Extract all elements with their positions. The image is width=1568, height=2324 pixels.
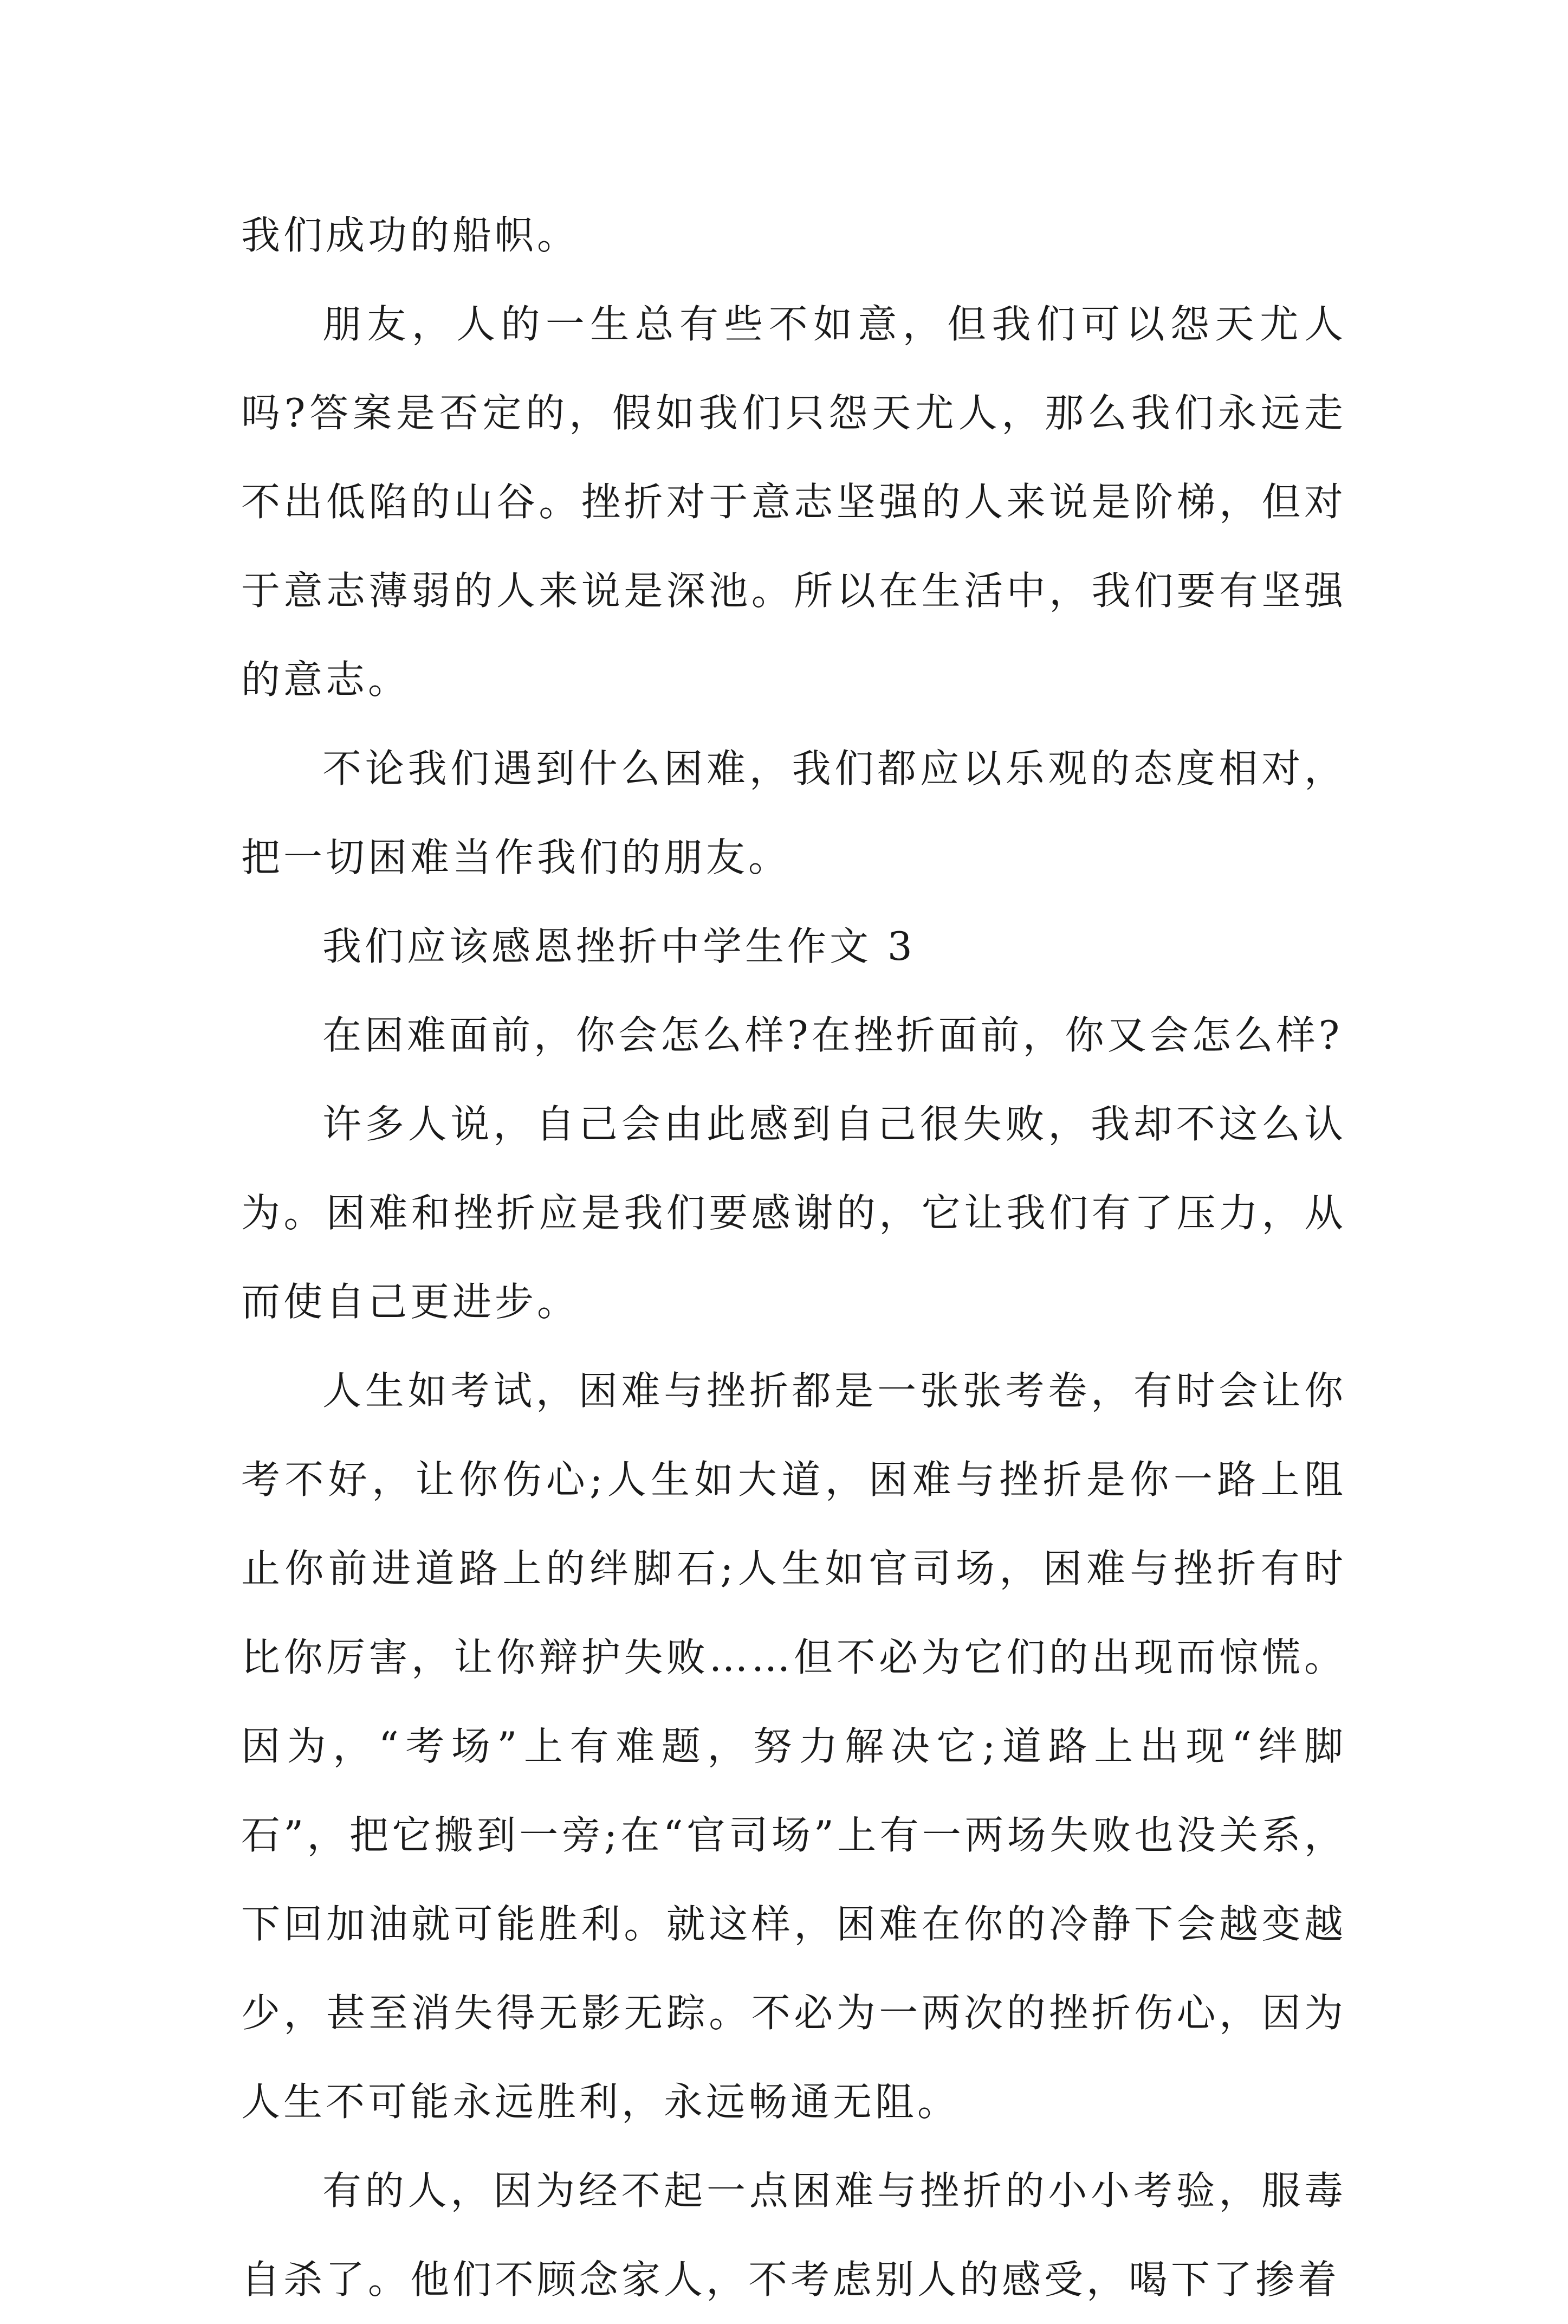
paragraph-5: 许多人说，自己会由此感到自己很失败，我却不这么认为。困难和挫折应是我们要感谢的，它让我们有了压力，从而使自己更进步。	[241, 1101, 1346, 1325]
paragraph-3: 不论我们遇到什么困难，我们都应以乐观的态度相对，把一切困难当作我们的朋友。	[241, 746, 1346, 880]
paragraph-7: 有的人，因为经不起一点困难与挫折的小小考验，服毒自杀了。他们不顾念家人，不考虑别人的感受，喝下了掺着	[241, 2168, 1346, 2302]
paragraph-6: 人生如考试，困难与挫折都是一张张考卷，有时会让你考不好，让你伤心;人生如大道，困难与挫折是你一路上阻止你前进道路上的绊脚石;人生如官司场，困难与挫折有时比你厉害，让你辩护失败……但不必为它们的出现而惊慌。因为，“考场”上有难题，努力解决它;道路上出现“绊脚石”，把它搬到一旁;在“官司场”上有一两场失败也没关系，下回加油就可能胜利。就这样，困难在你的冷静下会越变越少，甚至消失得无影无踪。不必为一两次的挫折伤心，因为人生不可能永远胜利，永远畅通无阻。	[241, 1368, 1346, 2125]
section-title: 我们应该感恩挫折中学生作文 3	[322, 924, 916, 969]
paragraph-2: 朋友，人的一生总有些不如意，但我们可以怨天尤人吗?答案是否定的，假如我们只怨天尤人，那么我们永远走不出低陷的山谷。挫折对于意志坚强的人来说是阶梯，但对于意志薄弱的人来说是深池。所以在生活中，我们要有坚强的意志。	[241, 301, 1346, 702]
paragraph-1: 我们成功的船帜。	[241, 212, 580, 258]
paragraph-4: 在困难面前，你会怎么样?在挫折面前，你又会怎么样?	[322, 1012, 1343, 1058]
document-body	[241, 191, 1346, 2324]
